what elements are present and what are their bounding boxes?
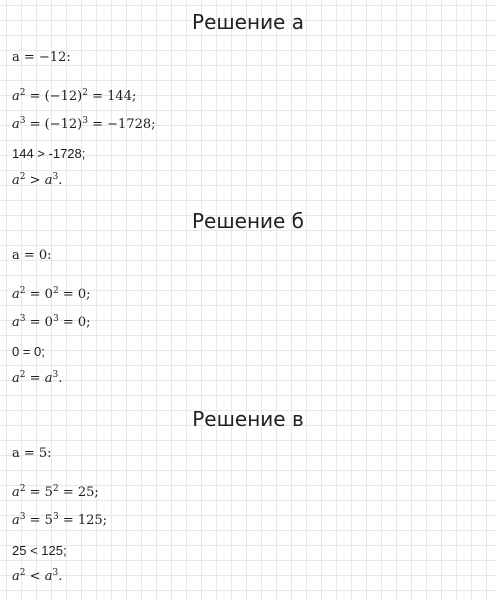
section-c-conclusion: $a^2 < a^3$. [12, 568, 63, 584]
section-b-conclusion: $a^2 = a^3$. [12, 370, 63, 386]
section-b-comparison: 0 = 0; [12, 344, 45, 359]
section-a-value-line: a = −12: [12, 50, 71, 65]
section-c-value-line: a = 5: [12, 446, 52, 461]
section-b-value-line: a = 0: [12, 248, 52, 263]
section-a-heading: Решение а [192, 10, 304, 34]
section-a-conclusion: $a^2 > a^3$. [12, 172, 63, 188]
section-c-square-line: $a^2 = 5^2 = 25$; [12, 484, 99, 500]
section-c-cube-line: $a^3 = 5^3 = 125$; [12, 512, 108, 528]
section-a-square-line: $a^2 = (-12)^2 = 144$; [12, 88, 137, 104]
section-b-cube-line: $a^3 = 0^3 = 0$; [12, 314, 91, 330]
section-c-comparison: 25 < 125; [12, 543, 67, 558]
section-c-heading: Решение в [192, 407, 304, 431]
section-b-square-line: $a^2 = 0^2 = 0$; [12, 286, 91, 302]
section-a-cube-line: $a^3 = (-12)^3 = -1728$; [12, 116, 156, 132]
section-a-comparison: 144 > -1728; [12, 146, 86, 161]
section-b-heading: Решение б [191, 209, 305, 233]
